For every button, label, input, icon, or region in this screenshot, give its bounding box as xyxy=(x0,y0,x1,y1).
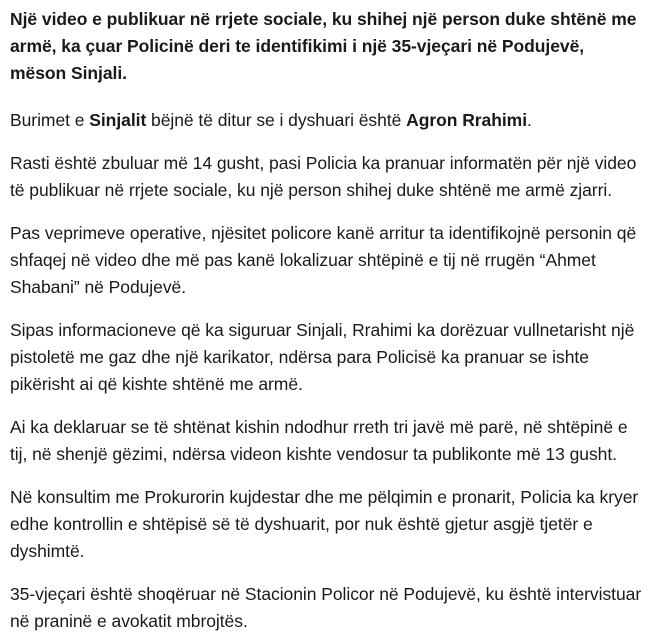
article-paragraph: Sipas informacioneve që ka siguruar Sinjali, Rrahimi ka dorëzuar vullnetarisht një pistoletë me gaz dhe një karikator, ndërsa para Policisë ka pranuar se ishte pikërisht ai që kishte shtënë me armë. xyxy=(10,320,635,394)
article-paragraph: 35-vjeçari është shoqëruar në Stacionin Policor në Podujevë, ku është intervistuar në praninë e avokatit mbrojtës. xyxy=(10,584,642,631)
article-paragraph: Në konsultim me Prokurorin kujdestar dhe me pëlqimin e pronarit, Policia ka kryer edhe kontrollin e shtëpisë së të dyshuarit, por nuk është gjetur asgjë tjetër e dyshimtë. xyxy=(10,487,639,561)
article-paragraph: Pas veprimeve operative, njësitet policore kanë arritur ta identifikojnë personin që shfaqej në video dhe më pas kanë lokalizuar shtëpinë e tij në rrugën “Ahmet Shabani” në Podujevë. xyxy=(10,223,637,297)
article-paragraph-source xyxy=(10,107,644,134)
source-name: Sinjalit xyxy=(89,110,147,130)
text-segment: bëjnë të ditur se i dyshuari është xyxy=(146,110,407,130)
article-lead: Një video e publikuar në rrjete sociale, ku shihej një person duke shtënë me armë, ka çuar Policinë deri te identifikimi i një 35-vjeçari në Podujevë, mëson Sinjali. xyxy=(10,9,637,83)
article-paragraph: Rasti është zbuluar më 14 gusht, pasi Policia ka pranuar informatën për një video të publikuar në rrjete sociale, ku një person shihej duke shtënë me armë zjarri. xyxy=(10,153,637,200)
suspect-name: Agron Rrahimi xyxy=(406,110,528,130)
text-segment: . xyxy=(527,110,532,130)
article-paragraph: Ai ka deklaruar se të shtënat kishin ndodhur rreth tri javë më parë, në shtëpinë e tij, në shenjë gëzimi, ndërsa videon kishte vendosur ta publikonte më 13 gusht. xyxy=(10,417,628,464)
text-segment: Burimet e xyxy=(10,110,90,130)
